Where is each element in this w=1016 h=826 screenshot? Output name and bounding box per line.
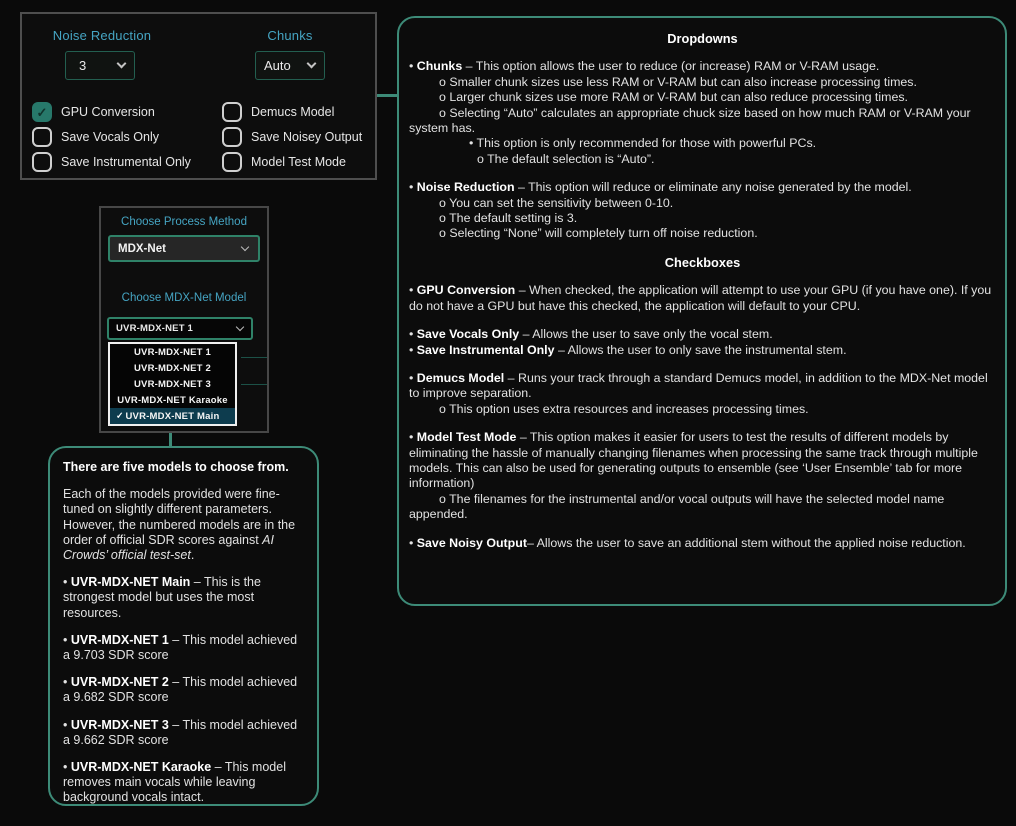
chunks-dropdown[interactable]	[255, 51, 325, 80]
check-icon: ✓	[36, 104, 48, 120]
paragraph: o The default setting is 3.	[439, 211, 578, 226]
checkbox-save-noisey-output[interactable]	[222, 126, 362, 148]
process-method-dropdown[interactable]	[108, 235, 260, 262]
paragraph: • GPU Conversion – When checked, the application will attempt to use your GPU (if you have one). If you do not have a GPU but have this checked, the application will default to your CPU.	[409, 283, 992, 313]
paragraph: Each of the models provided were fine-tuned on slightly different parameters. However, the numbered models are in the order of official SDR scores against AI Crowds’ official test-set.	[63, 487, 296, 563]
help-panel	[397, 16, 1007, 606]
menu-item-uvr-mdx-net-3[interactable]	[110, 376, 235, 392]
noise-reduction-dropdown[interactable]	[65, 51, 135, 80]
menu-item-label: UVR-MDX-NET Main	[125, 410, 220, 422]
obscured-divider-line	[241, 357, 267, 358]
obscured-divider-line	[241, 384, 267, 385]
menu-item-uvr-mdx-net-2[interactable]	[110, 360, 235, 376]
paragraph: • Noise Reduction – This option will reduce or eliminate any noise generated by the model.	[409, 180, 912, 195]
section-heading: Checkboxes	[664, 254, 741, 270]
checkbox-gpu-conversion[interactable]	[32, 101, 155, 123]
mdx-net-model-value: UVR-MDX-NET 1	[116, 323, 194, 334]
checkbox-box[interactable]	[32, 127, 52, 147]
chunks-label: Chunks	[267, 28, 313, 43]
checkbox-label: GPU Conversion	[61, 105, 155, 119]
section-heading: Dropdowns	[667, 31, 738, 46]
noise-reduction-label: Noise Reduction	[52, 28, 152, 43]
options-panel	[20, 12, 377, 180]
paragraph: There are five models to choose from.	[63, 460, 289, 474]
paragraph: • Save Vocals Only – Allows the user to save only the vocal stem.	[409, 327, 773, 342]
checkbox-box[interactable]	[32, 152, 52, 172]
chunks-value: Auto	[264, 58, 291, 73]
chevron-down-icon	[236, 323, 244, 331]
menu-item-label: UVR-MDX-NET 3	[133, 378, 212, 390]
model-notes-panel	[48, 446, 319, 806]
paragraph: • This option is only recommended for those with powerful PCs.	[469, 136, 817, 151]
chevron-down-icon	[307, 59, 317, 69]
menu-item-label: UVR-MDX-NET 2	[133, 362, 212, 374]
paragraph: o Smaller chunk sizes use less RAM or V-RAM but can also increase processing times.	[439, 74, 917, 89]
checkbox-demucs-model[interactable]	[222, 101, 334, 123]
paragraph: • UVR-MDX-NET 2 – This model achieved a 9.682 SDR score	[63, 675, 298, 705]
paragraph: • Chunks – This option allows the user to reduce (or increase) RAM or V-RAM usage.	[409, 59, 880, 74]
paragraph: o The filenames for the instrumental and/or vocal outputs will have the selected model name appended.	[409, 491, 945, 522]
checkbox-model-test-mode[interactable]	[222, 151, 346, 173]
choose-mdx-net-model-label: Choose MDX-Net Model	[121, 292, 247, 304]
checkbox-box[interactable]	[222, 102, 242, 122]
menu-item-label: UVR-MDX-NET 1	[133, 346, 212, 358]
paragraph: • Save Instrumental Only – Allows the user to only save the instrumental stem.	[409, 342, 847, 357]
noise-reduction-value: 3	[79, 58, 87, 73]
paragraph: • UVR-MDX-NET Main – This is the strongest model but uses the most resources.	[63, 575, 261, 620]
checkbox-box[interactable]	[222, 152, 242, 172]
choose-process-method-label: Choose Process Method	[121, 216, 247, 228]
checkbox-label: Save Instrumental Only	[61, 155, 191, 169]
paragraph: • Model Test Mode – This option makes it easier for users to test the results of different models by eliminating the hassle of manually changing filenames when processing the same track through multiple models. This can also be used for generating outputs to ensemble (see ‘User Ensemble’ tab for more information)	[409, 430, 978, 491]
paragraph: o Larger chunk sizes use more RAM or V-RAM but can also reduce processing times.	[439, 90, 908, 105]
paragraph: o Selecting “None” will completely turn off noise reduction.	[439, 226, 758, 241]
paragraph: • UVR-MDX-NET 1 – This model achieved a 9.703 SDR score	[63, 632, 298, 663]
menu-item-uvr-mdx-net-1[interactable]	[110, 344, 235, 360]
checkbox-label: Model Test Mode	[251, 155, 346, 169]
chevron-down-icon	[241, 243, 249, 251]
checkbox-label: Save Noisey Output	[251, 130, 363, 144]
checkbox-box[interactable]	[32, 102, 52, 122]
checkbox-label: Demucs Model	[251, 105, 335, 119]
checkbox-label: Save Vocals Only	[61, 130, 159, 144]
menu-item-uvr-mdx-net-main[interactable]	[110, 408, 235, 424]
mdx-net-model-dropdown[interactable]	[107, 317, 253, 340]
paragraph: • Save Noisy Output– Allows the user to save an additional stem without the applied noise reduction.	[409, 535, 966, 550]
paragraph: o The default selection is “Auto”.	[477, 151, 655, 166]
paragraph: o Selecting “Auto” calculates an appropriate chuck size based on how much RAM or V-RAM your system has.	[409, 105, 971, 136]
mdx-net-model-menu	[108, 342, 237, 426]
menu-item-uvr-mdx-net-karaoke[interactable]	[110, 392, 235, 408]
checkbox-save-instrumental-only[interactable]	[32, 151, 191, 173]
menu-item-label: UVR-MDX-NET Karaoke	[117, 394, 228, 406]
process-method-value: MDX-Net	[118, 242, 166, 255]
checkbox-save-vocals-only[interactable]	[32, 126, 159, 148]
paragraph: • UVR-MDX-NET 3 – This model achieved a 9.662 SDR score	[63, 717, 298, 747]
paragraph: • Demucs Model – Runs your track through a standard Demucs model, in addition to the MDX-Net model to improve separation.	[409, 370, 988, 401]
connector-line-horizontal	[377, 94, 398, 97]
paragraph: o You can set the sensitivity between 0-10.	[439, 195, 674, 210]
paragraph: o This option uses extra resources and increases processing times.	[439, 401, 809, 416]
paragraph: • UVR-MDX-NET Karaoke – This model removes main vocals while leaving background vocals intact.	[63, 760, 286, 805]
check-icon: ✓	[116, 410, 124, 421]
chevron-down-icon	[117, 59, 127, 69]
checkbox-box[interactable]	[222, 127, 242, 147]
